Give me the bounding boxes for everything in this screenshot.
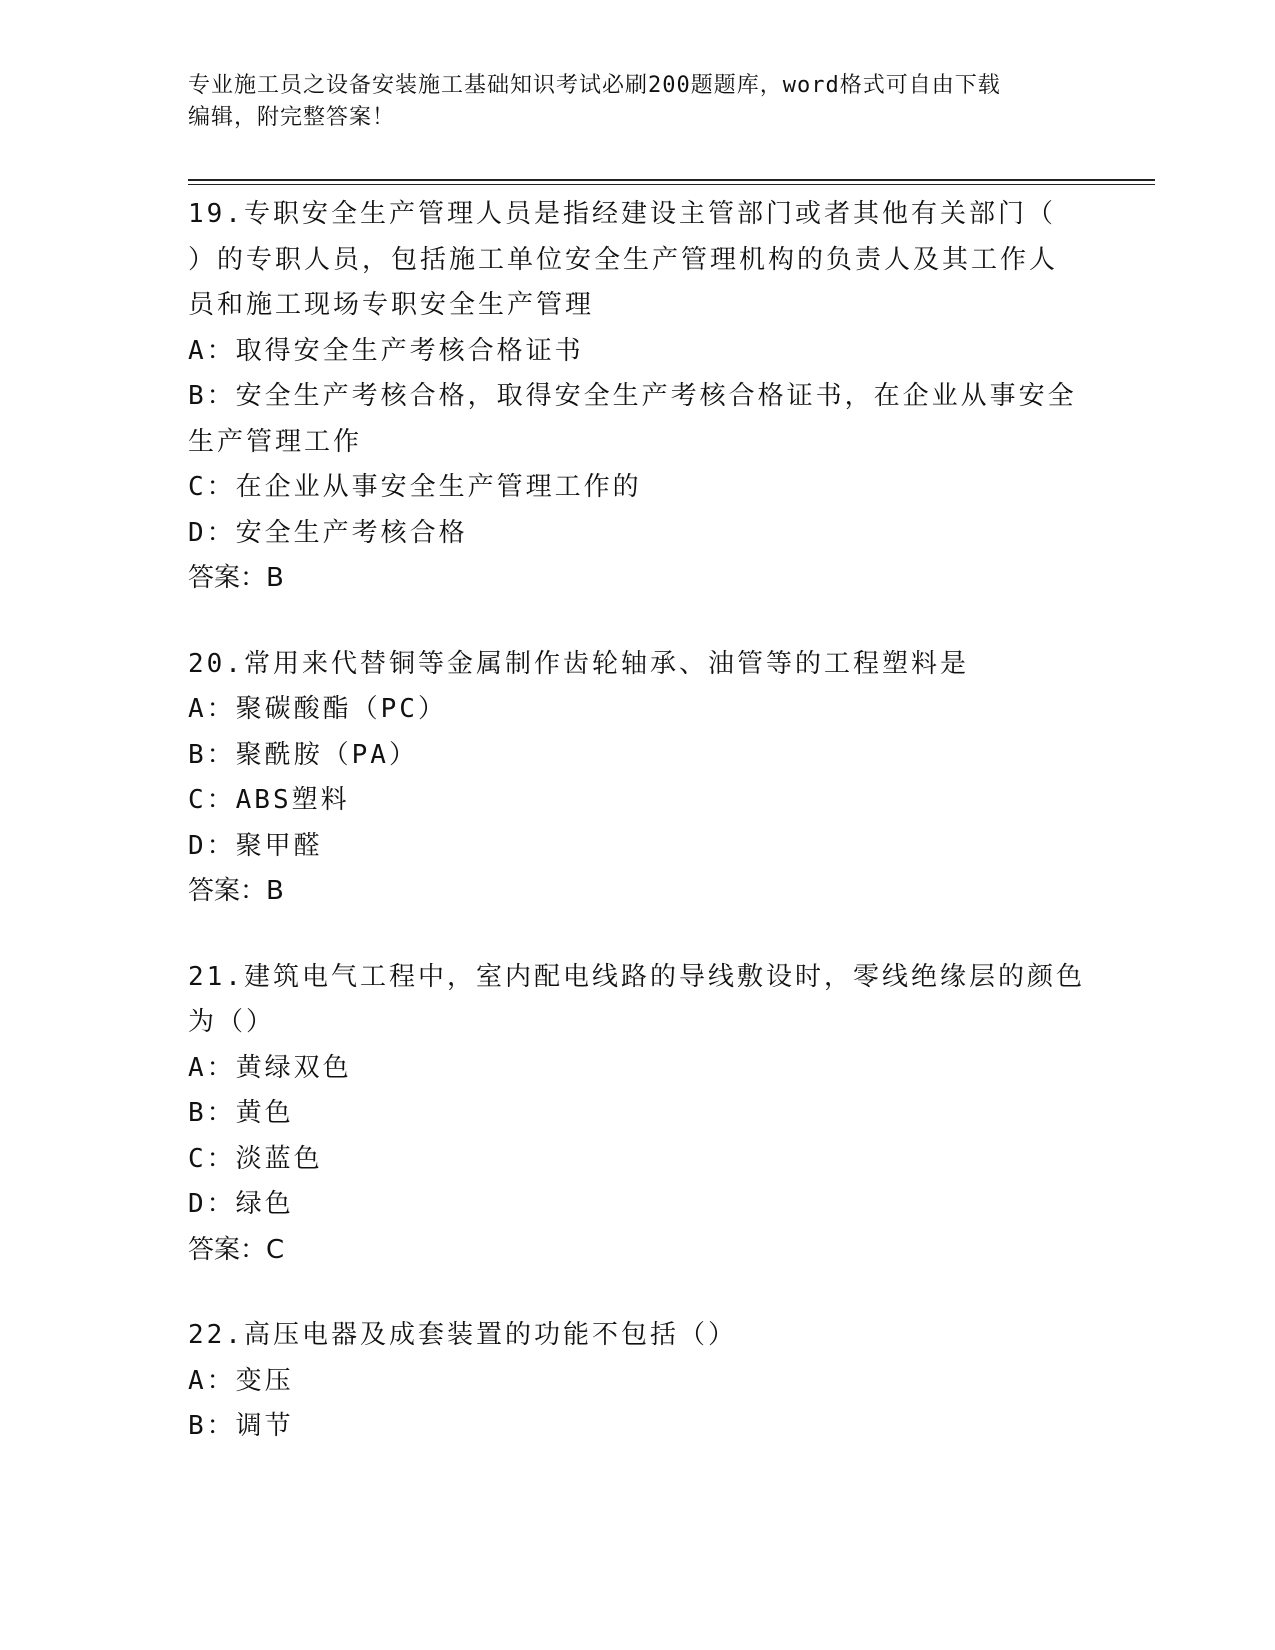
option-c: C：在企业从事安全生产管理工作的: [188, 472, 642, 502]
option-b: B：聚酰胺（PA）: [188, 739, 418, 770]
option-b: B：调节: [188, 1411, 294, 1441]
question-19: [188, 192, 1088, 602]
question-20: [188, 642, 1088, 915]
option-d: D：绿色: [188, 1189, 294, 1219]
option-b: B：黄色: [188, 1098, 294, 1128]
question-list: [188, 192, 1088, 1490]
option-c: C：淡蓝色: [188, 1143, 323, 1174]
question-stem: 20.常用来代替铜等金属制作齿轮轴承、油管等的工程塑料是: [188, 648, 969, 679]
option-a: A：黄绿双色: [188, 1052, 352, 1083]
answer-label: 答案：B: [188, 876, 284, 906]
option-d: D：聚甲醛: [188, 830, 323, 861]
question-stem: 21.建筑电气工程中，室内配电线路的导线敷设时，零线绝缘层的颜色: [188, 961, 1085, 992]
option-a: A：取得安全生产考核合格证书: [188, 335, 584, 366]
question-stem: 为（）: [188, 1007, 276, 1037]
answer-label: 答案：C: [188, 1234, 285, 1265]
header-title-line-2: 编辑，附完整答案！: [188, 105, 396, 130]
question-stem: ）的专职人员，包括施工单位安全生产管理机构的负责人及其工作人: [188, 244, 1059, 275]
option-b-continued: 生产管理工作: [188, 426, 363, 457]
question-21: [188, 955, 1088, 1274]
option-a: A：变压: [188, 1365, 294, 1396]
header-divider-thick: [188, 179, 1155, 181]
question-stem: 19.专职安全生产管理人员是指经建设主管部门或者其他有关部门（: [188, 199, 1056, 229]
option-c: C：ABS塑料: [188, 785, 350, 815]
answer-label: 答案：B: [188, 563, 284, 593]
header-title-line-1: 专业施工员之设备安装施工基础知识考试必刷200题题库，word格式可自由下载: [188, 73, 1001, 98]
question-stem: 22.高压电器及成套装置的功能不包括（）: [188, 1320, 737, 1350]
question-22: [188, 1313, 1088, 1450]
header-divider-thin: [188, 184, 1155, 185]
question-stem: 员和施工现场专职安全生产管理: [188, 290, 595, 320]
document-header: [188, 70, 1078, 134]
option-a: A：聚碳酸酯（PC）: [188, 694, 447, 724]
option-b: B：安全生产考核合格，取得安全生产考核合格证书，在企业从事安全: [188, 381, 1077, 411]
option-d: D：安全生产考核合格: [188, 517, 468, 548]
